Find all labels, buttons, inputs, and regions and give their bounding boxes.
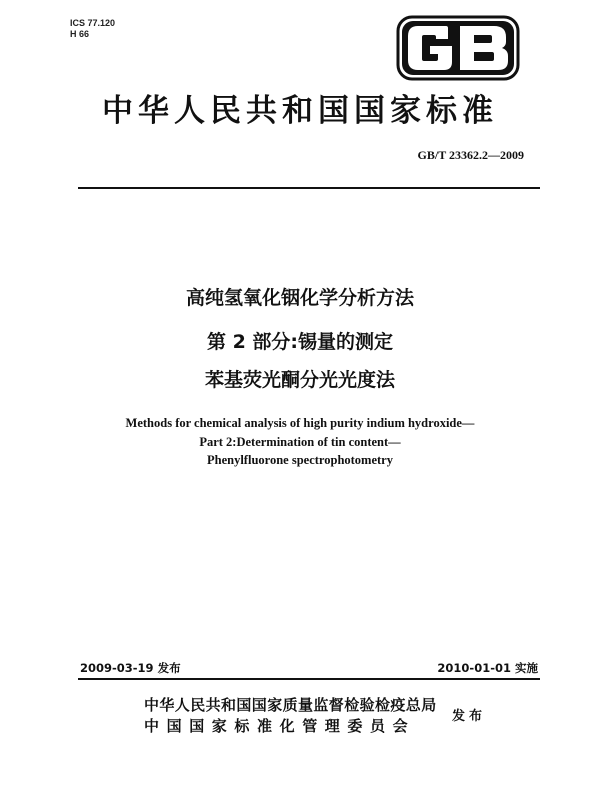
ccs-code: H 66 (70, 29, 90, 39)
implementation-date: 2010-01-01 实施 (437, 661, 538, 675)
footer-divider (78, 678, 540, 680)
english-title-line-2: Part 2:Determination of tin content— (199, 435, 401, 449)
issue-date: 2009-03-19 发布 (80, 661, 181, 675)
chinese-title-line-1: 高纯氢氧化铟化学分析方法 (185, 287, 414, 309)
issuer-aqsiq: 中华人民共和国国家质量监督检验检疫总局 (144, 696, 437, 714)
issuer-sac: 中国国家标准化管理委员会 (144, 717, 416, 735)
release-label: 发布 (452, 709, 487, 724)
national-standard-title: 中华人民共和国国家标准 (102, 93, 498, 129)
chinese-title-line-2: 第 2 部分:锡量的测定 (206, 331, 394, 353)
gb-logo-icon (396, 15, 520, 81)
standard-number: GB/T 23362.2—2009 (417, 148, 524, 162)
english-title-line-1: Methods for chemical analysis of high purity indium hydroxide— (125, 416, 475, 430)
english-title-line-3: Phenylfluorone spectrophotometry (207, 453, 393, 467)
ics-code: ICS 77.120 (70, 18, 116, 28)
chinese-title-line-3: 苯基荧光酮分光光度法 (204, 369, 395, 391)
header-divider (78, 187, 540, 189)
